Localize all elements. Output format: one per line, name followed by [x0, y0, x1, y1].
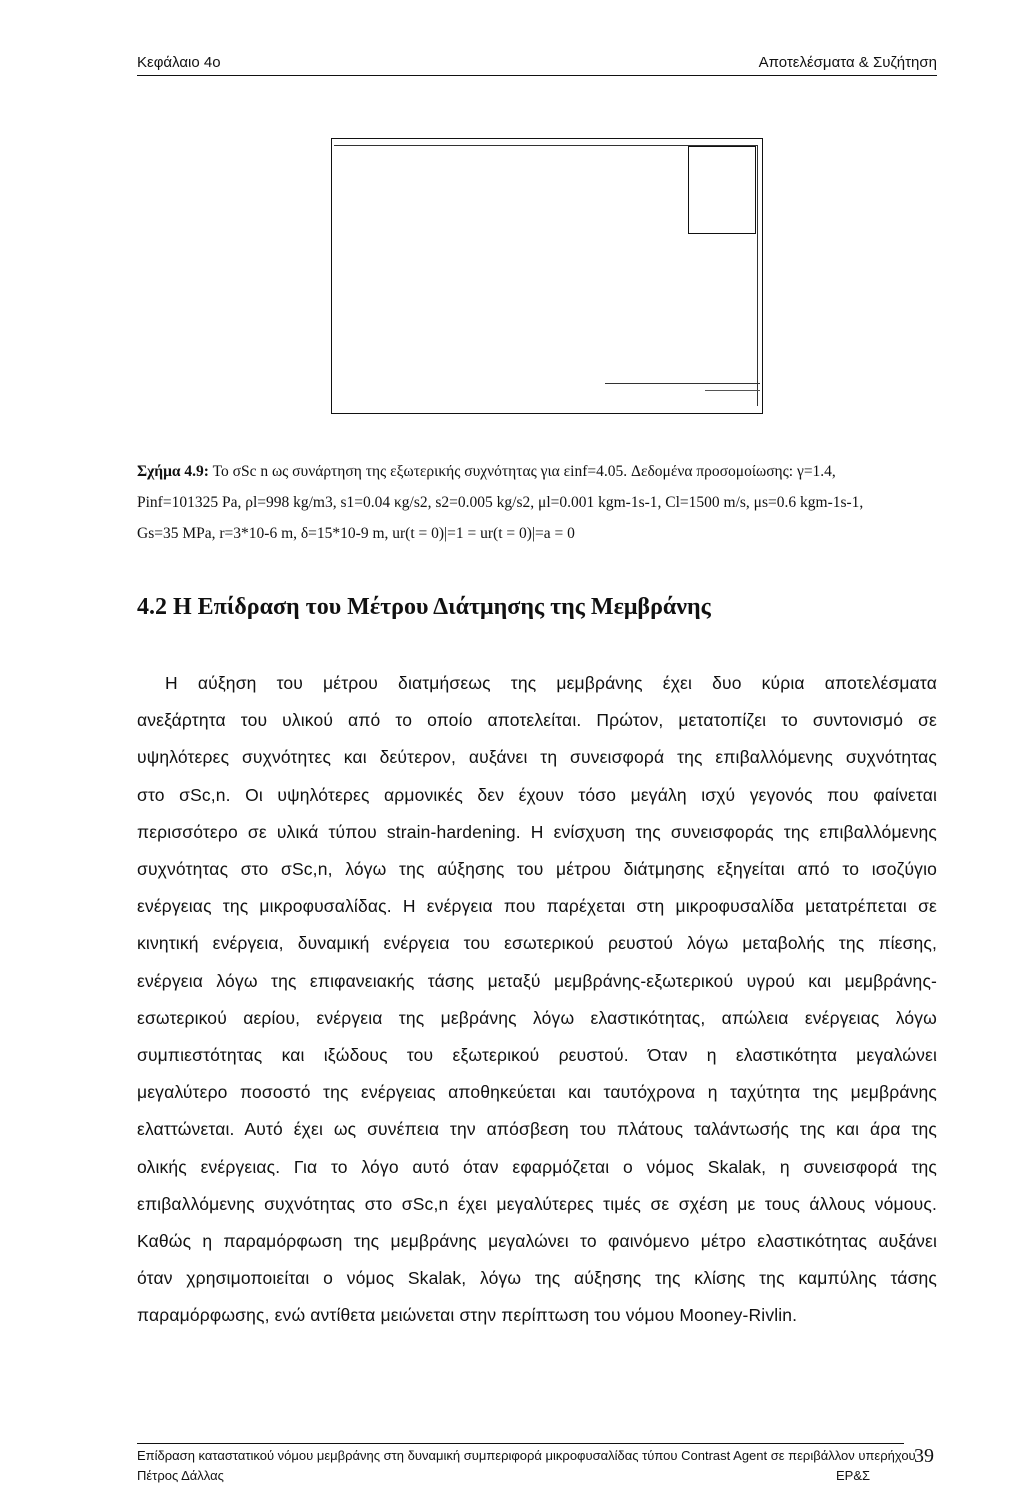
section-heading: 4.2 Η Επίδραση του Μέτρου Διάτμησης της Μεμβράνης [137, 594, 711, 620]
figure-caption-line-3: Gs=35 MPa, r=3*10-6 m, δ=15*10-9 m, ur(t = 0)|=1 = ur(t = 0)|=a = 0 [137, 525, 575, 542]
figure-caption-line-1 [137, 464, 937, 480]
body-line: όταν χρησιμοποιείται ο νόμος Skalak, λόγω της αύξησης της κλίσης της καμπύλης τάσης [137, 1268, 937, 1288]
body-line: ενέργεια λόγω της επιφανειακής τάσης μεταξύ μεμβράνης-εξωτερικού υγρού και μεμβράνης- [137, 971, 937, 991]
figure-curve [605, 383, 760, 384]
page-number: 39 [914, 1445, 934, 1467]
figure-curve-tail [705, 390, 760, 391]
footer-rule [137, 1443, 904, 1444]
body-line: ελαττώνεται. Αυτό έχει ως συνέπεια την απόσβεση του πλάτους ταλάντωσής της και άρα της [137, 1119, 937, 1139]
body-line: συχνότητας στο σSc,n, λόγω της αύξησης του μέτρου διάτμησης εξηγείται από το ισοζύγιο [137, 859, 937, 879]
body-line: παραμόρφωσης, ενώ αντίθετα μειώνεται στην περίπτωση του νόμου Mooney-Rivlin. [137, 1305, 798, 1325]
body-line: επιβαλλόμενης συχνότητας στο σSc,n έχει μεγαλύτερες τιμές σε σχέση με τους άλλους νόμους. [137, 1194, 937, 1214]
body-line: Καθώς η παραμόρφωση της μεμβράνης μεγαλώνει το φαινόμενο μέτρο ελαστικότητας αυξάνει [137, 1231, 937, 1251]
running-header-section: Αποτελέσματα & Συζήτηση [758, 54, 937, 71]
header-rule [137, 75, 937, 76]
body-line: περισσότερο σε υλικά τύπου strain-hardening. Η ενίσχυση της συνεισφοράς της επιβαλλόμενης [137, 822, 937, 842]
footer-author: Πέτρος Δάλλας [137, 1468, 224, 1483]
body-line: ενέργειας της μικροφυσαλίδας. Η ενέργεια που παρέχεται στη μικροφυσαλίδα μετατρέπεται σε [137, 896, 937, 916]
footer-department: ΕΡ&Σ [836, 1468, 871, 1483]
running-header-chapter: Κεφάλαιο 4ο [137, 54, 221, 71]
body-line: Η αύξηση του μέτρου διατμήσεως της μεμβράνης έχει δυο κύρια αποτελέσματα [165, 673, 937, 693]
figure-caption-line-2: Pinf=101325 Pa, ρl=998 kg/m3, s1=0.04 κg/s2, s2=0.005 kg/s2, μl=0.001 kgm-1s-1, Cl=1500 m/s, μs=0.6 kgm-1s-1, [137, 494, 864, 511]
body-line: ανεξάρτητα του υλικού από το οποίο αποτελείται. Πρώτον, μετατοπίζει το συντονισμό σε [137, 710, 937, 730]
body-line: εσωτερικού αερίου, ενέργεια της μεβράνης λόγω ελαστικότητας, απώλεια ενέργειας λόγω [137, 1008, 937, 1028]
figure-legend-box [688, 146, 756, 234]
body-line: κινητική ενέργεια, δυναμική ενέργεια του εσωτερικού ρευστού λόγω μεταβολής της πίεσης, [137, 933, 937, 953]
body-line: στο σSc,n. Οι υψηλότερες αρμονικές δεν έχουν τόσο μεγάλη ισχύ γεγονός που φαίνεται [137, 785, 937, 805]
body-line: μεγαλύτερο ποσοστό της ενέργειας αποθηκεύεται και ταυτόχρονα η ταχύτητα της μεμβράνης [137, 1082, 937, 1102]
footer-thesis-title: Επίδραση καταστατικού νόμου μεμβράνης στη δυναμική συμπεριφορά μικροφυσαλίδας τύπου Contrast Agent σε περιβάλλον υπερήχου [137, 1448, 916, 1463]
body-line: υψηλότερες συχνότητες και δεύτερον, αυξάνει τη συνεισφορά της επιβαλλόμενης συχνότητας [137, 747, 937, 767]
figure-caption-text-1: Το σSc n ως συνάρτηση της εξωτερικής συχνότητας για εinf=4.05. Δεδομένα προσομοίωσης: γ=1.4, [212, 463, 836, 480]
body-line: ολικής ενέργειας. Για το λόγο αυτό όταν εφαρμόζεται ο νόμος Skalak, η συνεισφορά της [137, 1157, 937, 1177]
figure-caption-label: Σχήμα 4.9: [137, 463, 209, 480]
body-line: συμπιεστότητας και ιξώδους του εξωτερικού ρευστού. Όταν η ελαστικότητα μεγαλώνει [137, 1045, 937, 1065]
